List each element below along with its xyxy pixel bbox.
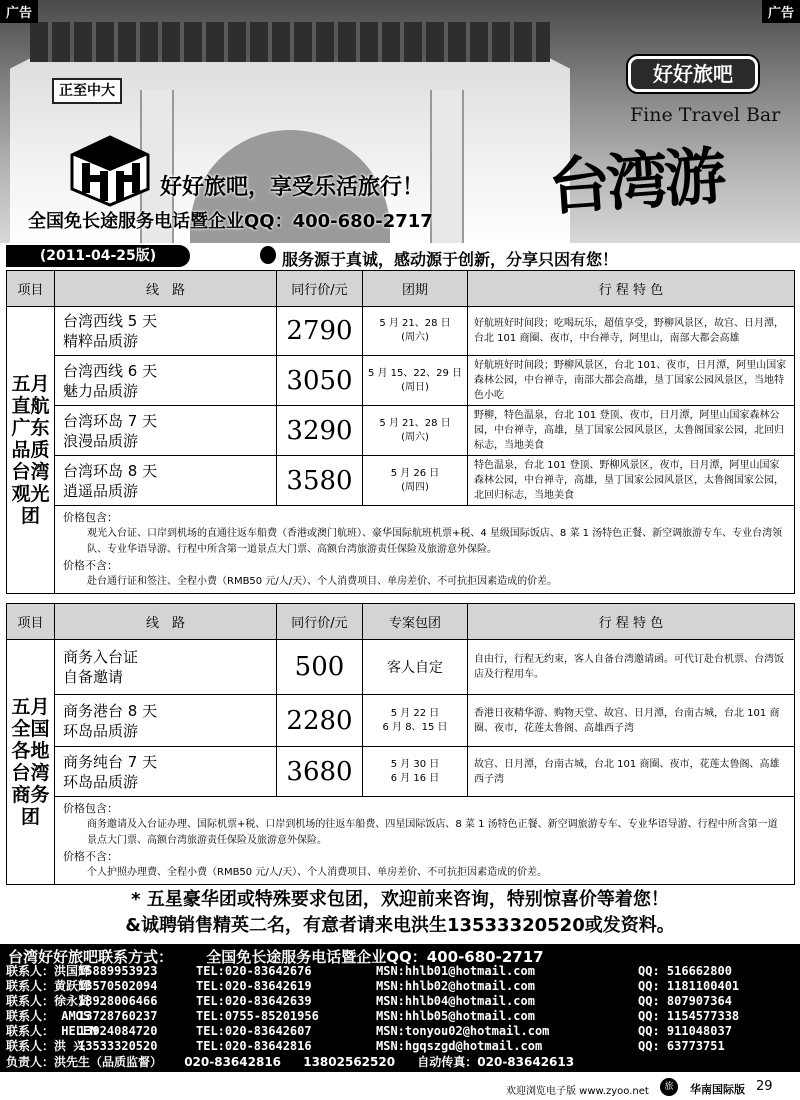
excluded-text: 个人护照办理费、全程小费（RMB50 元/人/天）、个人消费项目、单房差价、不可抗拒因素造成的价差。: [87, 866, 548, 878]
route-subtitle: 自备邀请: [63, 668, 124, 686]
contact-msn[interactable]: MSN:hgqszgd@hotmail.com: [376, 1039, 543, 1053]
website-link[interactable]: 欢迎浏览电子版 www.zyoo.net: [506, 1086, 649, 1097]
publisher-logo-icon: 旅: [660, 1078, 678, 1096]
date-text: 5 月 26 日: [390, 467, 440, 479]
header-dates: 专案包团: [363, 604, 468, 640]
ad-label-left: 广告: [0, 0, 38, 23]
route-name: 台湾环岛 7 天: [63, 411, 158, 430]
banner-title: 台湾游: [546, 139, 725, 224]
manager-mobile: 13802562520: [303, 1055, 396, 1069]
contact-tel: TEL:020-83642619: [196, 979, 312, 993]
contact-tel: TEL:020-83642676: [196, 964, 312, 978]
contact-mobile: 18928006466: [78, 994, 158, 1008]
date-text-2: 6 月 16 日: [390, 772, 440, 784]
contact-name: 联系人：洪国辉: [6, 964, 91, 978]
header-features: 行 程 特 色: [468, 271, 795, 307]
banner-hotline: 全国免长途服务电话暨企业QQ：400-680-2717: [28, 211, 433, 232]
route-cell: [55, 406, 277, 456]
contact-msn[interactable]: MSN:hhlb01@hotmail.com: [376, 964, 535, 978]
date-text-2: 6 月 8、15 日: [382, 721, 448, 733]
route-cell: [55, 747, 277, 797]
included-label: 价格包含：: [63, 801, 118, 815]
route-subtitle: 魅力品质游: [63, 381, 139, 400]
contact-qq: QQ: 1154577338: [638, 1009, 740, 1023]
header-route: 线 路: [55, 271, 277, 307]
features-cell: 故宫、日月潭，台南古城，台北 101 商圈、夜市，花莲太鲁阁、高雄西子湾: [468, 747, 795, 797]
included-text: 商务邀请及入台证办理、国际机票+税、口岸到机场的往返车船费、四星国际饭店、8 菜 1 汤特色正餐、新空调旅游专车、专业华语导游、行程中所含第一道景点大门票、高额台湾旅游责任保险及旅游意外保险。: [87, 818, 778, 846]
brand-english-name: Fine Travel Bar: [630, 104, 781, 126]
contact-tel: TEL:020-83642816: [196, 1039, 312, 1053]
header-route: 线 路: [55, 604, 277, 640]
publisher-name: 华南国际版: [690, 1083, 745, 1096]
date-weekday: (周日): [401, 381, 429, 393]
route-cell: [55, 356, 277, 406]
date-weekday: (周六): [401, 332, 429, 343]
price-notes-row: [7, 797, 795, 885]
price-notes: [55, 797, 795, 885]
table-row: [7, 456, 795, 506]
date-text: 5 月 15、22、29 日: [367, 367, 463, 379]
manager-row: [0, 1054, 800, 1070]
arch-pillar: [430, 90, 464, 245]
contact-name: 联系人：黄跃辉: [6, 979, 91, 993]
header-price: 同行价/元: [277, 271, 363, 307]
route-subtitle: 环岛品质游: [63, 721, 139, 740]
contact-row: [0, 964, 800, 979]
price-cell: 3680: [277, 747, 363, 797]
contact-msn[interactable]: MSN:hhlb04@hotmail.com: [376, 994, 535, 1008]
date-cell: [363, 307, 468, 356]
promo-line-hiring: &诚聘销售精英二名，有意者请来电洪生13533320520或发资料。: [125, 915, 675, 936]
contact-mobile: 13533320520: [78, 1039, 158, 1053]
table-header-row: [7, 271, 795, 307]
contact-name: 联系人： AMOS: [6, 1009, 91, 1023]
contact-mobile: 13728760237: [78, 1009, 158, 1023]
features-cell: 好航班好时间段；野柳风景区，台北 101、夜市，日月潭，阿里山国家森林公园，中台禅寺，南部大都会高雄，垦丁国家公园风景区，当地特色小吃: [468, 356, 795, 406]
promo-block: [0, 887, 800, 939]
header-item: 项目: [7, 604, 55, 640]
features-cell: 自由行，行程无约束，客人自备台湾邀请函。可代订赴台机票、台湾饭店及行程用车。: [468, 640, 795, 695]
route-name: 商务港台 8 天: [63, 701, 158, 720]
date-text: 5 月 21、28 日: [379, 417, 451, 429]
table-header-row: [7, 604, 795, 640]
header-banner: [0, 0, 800, 245]
table-row: [7, 640, 795, 695]
contact-mobile: 13570502094: [78, 979, 158, 993]
excluded-text: 赴台通行证和签注、全程小费（RMB50 元/人/天）、个人消费项目、单房差价、不可抗拒因素造成的价差。: [87, 575, 558, 587]
fax-number: 自动传真：020-83642613: [417, 1055, 575, 1069]
header-dates: 团期: [363, 271, 468, 307]
arch-roof: [30, 22, 550, 62]
included-text: 观光入台证、口岸到机场的直通往返车船费（香港或澳门航班）、豪华国际航班机票+税、4 星级国际饭店、8 菜 1 汤特色正餐、新空调旅游专车、专业台湾领队、专业华语导游、行程中所含第一道景点大门票、高额台湾旅游责任保险及旅游意外保险。: [87, 527, 783, 555]
contact-msn[interactable]: MSN:hhlb02@hotmail.com: [376, 979, 535, 993]
contact-title: 台湾好好旅吧联系方式：: [8, 948, 174, 966]
side-label: 五月直航广东品质台湾观光团: [7, 307, 55, 594]
route-name: 台湾环岛 8 天: [63, 461, 158, 480]
route-name: 商务纯台 7 天: [63, 752, 158, 771]
date-cell: [363, 640, 468, 695]
version-badge: (2011-04-25版): [6, 245, 190, 267]
version-row: [0, 243, 800, 267]
price-cell: 3580: [277, 456, 363, 506]
contact-qq: QQ: 807907364: [638, 994, 732, 1008]
date-weekday: (周四): [401, 481, 429, 493]
contact-qq: QQ: 516662800: [638, 964, 732, 978]
price-cell: 500: [277, 640, 363, 695]
date-cell: [363, 406, 468, 456]
contact-tel: TEL:0755-85201956: [196, 1009, 319, 1023]
promo-line-vip: * 五星豪华团或特殊要求包团，欢迎前来咨询，特别惊喜价等着您！: [131, 889, 669, 910]
contact-msn[interactable]: MSN:tonyou02@hotmail.com: [376, 1024, 550, 1038]
price-cell: 3050: [277, 356, 363, 406]
manager-name: 负责人：洪先生（品质监督）: [6, 1055, 163, 1069]
hh-cube-logo-icon: [70, 135, 150, 207]
tour-table-sightseeing: [6, 270, 795, 594]
included-label: 价格包含：: [63, 510, 118, 524]
contact-qq: QQ: 911048037: [638, 1024, 732, 1038]
contact-msn[interactable]: MSN:hhlb05@hotmail.com: [376, 1009, 535, 1023]
contact-name: 联系人： HELEN: [6, 1024, 98, 1038]
contact-row: [0, 1039, 800, 1054]
medal-icon: [260, 246, 276, 264]
route-subtitle: 精粹品质游: [63, 332, 139, 350]
route-cell: [55, 640, 277, 695]
route-name: 商务入台证: [63, 648, 139, 666]
ad-label-right: 广告: [762, 0, 800, 23]
table-row: [7, 356, 795, 406]
header-price: 同行价/元: [277, 604, 363, 640]
brand-logo: 好好旅吧: [628, 56, 758, 92]
contact-mobile: 13924084720: [78, 1024, 158, 1038]
date-text: 5 月 21、28 日: [379, 318, 451, 329]
excluded-label: 价格不含：: [63, 849, 118, 863]
price-cell: 3290: [277, 406, 363, 456]
date-weekday: (周六): [401, 431, 429, 443]
date-text: 5 月 22 日: [390, 707, 440, 719]
page-number: 29: [756, 1079, 773, 1094]
date-cell: [363, 456, 468, 506]
arch-sign: 正至中大: [52, 78, 122, 104]
route-cell: [55, 307, 277, 356]
date-cell: [363, 695, 468, 747]
table-row: [7, 406, 795, 456]
table-row: [7, 307, 795, 356]
page-footer: [0, 1074, 800, 1100]
manager-tel: 020-83642816: [184, 1055, 282, 1069]
route-name: 台湾西线 5 天: [63, 312, 158, 330]
side-label: 五月全国各地台湾商务团: [7, 640, 55, 885]
features-cell: 好航班好时间段；吃喝玩乐，超值享受，野柳风景区，故宫、日月潭，台北 101 商圈、夜市，中台禅寺，阿里山，南部大都会高雄: [468, 307, 795, 356]
contact-mobile: 15889953923: [78, 964, 158, 978]
route-subtitle: 环岛品质游: [63, 772, 139, 791]
features-cell: 香港日夜精华游、购物天堂、故宫、日月潭，台南古城，台北 101 商圈、夜市，花莲太鲁阁、高雄西子湾: [468, 695, 795, 747]
excluded-label: 价格不含：: [63, 558, 118, 572]
contact-tel: TEL:020-83642607: [196, 1024, 312, 1038]
route-cell: [55, 695, 277, 747]
route-name: 台湾西线 6 天: [63, 361, 158, 380]
contact-tel: TEL:020-83642639: [196, 994, 312, 1008]
contact-row: [0, 1009, 800, 1024]
contact-qq: QQ: 1181100401: [638, 979, 740, 993]
price-cell: 2790: [277, 307, 363, 356]
route-subtitle: 逍遥品质游: [63, 481, 139, 500]
route-subtitle: 浪漫品质游: [63, 431, 139, 450]
features-cell: 野柳，特色温泉，台北 101 登顶、夜市，日月潭，阿里山国家森林公园，中台禅寺，高雄，垦丁国家公园风景区，太鲁阁国家公园，北回归标志，当地美食: [468, 406, 795, 456]
contact-header: [0, 944, 800, 964]
date-text: 5 月 30 日: [390, 758, 440, 770]
contact-name: 联系人：徐永贤: [6, 994, 91, 1008]
table-row: [7, 747, 795, 797]
tour-table-business: [6, 603, 795, 885]
table-row: [7, 695, 795, 747]
date-cell: [363, 356, 468, 406]
banner-slogan: 好好旅吧，享受乐活旅行！: [160, 175, 425, 200]
route-cell: [55, 456, 277, 506]
contact-name: 联系人：洪 兴: [6, 1039, 86, 1053]
contact-qq: QQ: 63773751: [638, 1039, 725, 1053]
contact-list: [0, 964, 800, 1054]
price-cell: 2280: [277, 695, 363, 747]
features-cell: 特色温泉，台北 101 登顶、野柳风景区，夜市，日月潭，阿里山国家森林公园，中台禅寺，高雄，垦丁国家公园风景区，太鲁阁国家公园，北回归标志，当地美食: [468, 456, 795, 506]
contact-row: [0, 994, 800, 1009]
contact-hotline: 全国免长途服务电话暨企业QQ：400-680-2717: [206, 948, 544, 966]
date-text: 客人自定: [387, 660, 443, 676]
date-cell: [363, 747, 468, 797]
motto: 服务源于真诚，感动源于创新，分享只因有您！: [282, 250, 619, 269]
contact-row: [0, 979, 800, 994]
contact-row: [0, 1024, 800, 1039]
price-notes-row: [7, 506, 795, 594]
header-features: 行 程 特 色: [468, 604, 795, 640]
price-notes: [55, 506, 795, 594]
contact-panel: [0, 944, 800, 1072]
header-item: 项目: [7, 271, 55, 307]
